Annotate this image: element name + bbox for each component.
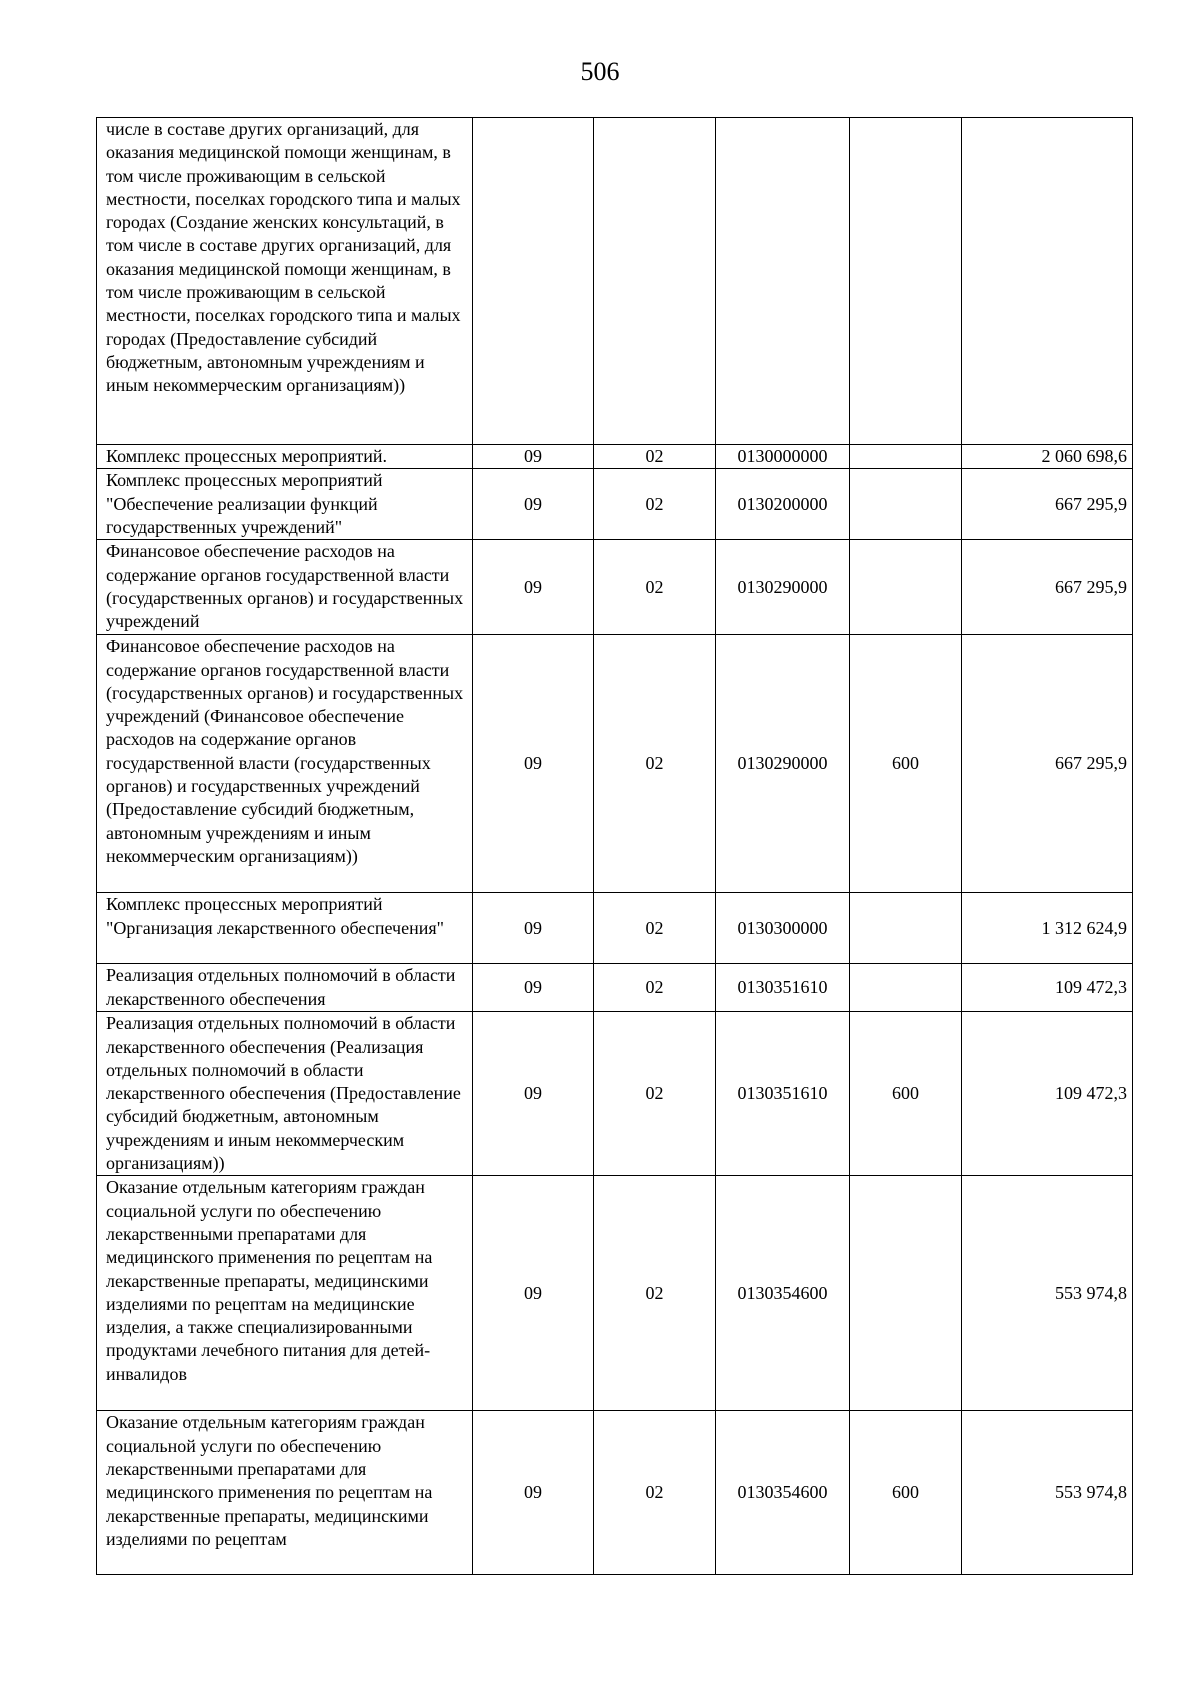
row-expense-type-code: [850, 964, 962, 1012]
row-amount: 667 295,9: [962, 469, 1133, 540]
row-description: Финансовое обеспечение расходов на содержание органов государственной власти (государственных органов) и государственных учреждений: [97, 540, 473, 635]
row-description: Комплекс процессных мероприятий.: [97, 445, 473, 469]
table-row: [97, 1411, 1133, 1575]
row-amount: 667 295,9: [962, 635, 1133, 893]
row-subsection-code: 02: [594, 1012, 716, 1176]
row-expense-type-code: [850, 540, 962, 635]
budget-table-body: [97, 118, 1133, 1575]
row-section-code: 09: [473, 445, 594, 469]
row-description: Комплекс процессных мероприятий "Организация лекарственного обеспечения": [97, 893, 473, 964]
row-subsection-code: 02: [594, 1411, 716, 1575]
row-expense-type-code: 600: [850, 1012, 962, 1176]
row-subsection-code: 02: [594, 635, 716, 893]
row-section-code: [473, 118, 594, 445]
row-expense-type-code: [850, 445, 962, 469]
row-target-article-code: 0130200000: [716, 469, 850, 540]
row-amount: 553 974,8: [962, 1411, 1133, 1575]
table-row: [97, 635, 1133, 893]
table-row: [97, 540, 1133, 635]
row-description: Реализация отдельных полномочий в области лекарственного обеспечения (Реализация отдельных полномочий в области лекарственного обеспечения (Предоставление субсидий бюджетным, автономным учреждениям и иным некоммерческим организациям)): [97, 1012, 473, 1176]
row-target-article-code: 0130000000: [716, 445, 850, 469]
row-subsection-code: [594, 118, 716, 445]
row-description: Оказание отдельным категориям граждан социальной услуги по обеспечению лекарственными препаратами для медицинского применения по рецептам на лекарственные препараты, медицинскими изделиями по рецептам на медицинские изделия, а также специализированными продуктами лечебного питания для детей-инвалидов: [97, 1176, 473, 1411]
row-section-code: 09: [473, 540, 594, 635]
row-subsection-code: 02: [594, 964, 716, 1012]
row-expense-type-code: 600: [850, 1411, 962, 1575]
row-expense-type-code: [850, 893, 962, 964]
row-description: числе в составе других организаций, для оказания медицинской помощи женщинам, в том числе проживающим в сельской местности, поселках городского типа и малых городах (Создание женских консультаций, в том числе в составе других организаций, для оказания медицинской помощи женщинам, в том числе проживающим в сельской местности, поселках городского типа и малых городах (Предоставление субсидий бюджетным, автономным учреждениям и иным некоммерческим организациям)): [97, 118, 473, 445]
table-row: [97, 1176, 1133, 1411]
row-section-code: 09: [473, 1411, 594, 1575]
row-target-article-code: 0130354600: [716, 1411, 850, 1575]
row-subsection-code: 02: [594, 540, 716, 635]
row-subsection-code: 02: [594, 893, 716, 964]
row-expense-type-code: [850, 1176, 962, 1411]
row-section-code: 09: [473, 469, 594, 540]
row-target-article-code: 0130351610: [716, 964, 850, 1012]
row-target-article-code: [716, 118, 850, 445]
row-target-article-code: 0130354600: [716, 1176, 850, 1411]
table-row: [97, 893, 1133, 964]
table-row: [97, 964, 1133, 1012]
row-amount: 553 974,8: [962, 1176, 1133, 1411]
row-description: Финансовое обеспечение расходов на содержание органов государственной власти (государственных органов) и государственных учреждений (Финансовое обеспечение расходов на содержание органов государственной власти (государственных органов) и государственных учреждений (Предоставление субсидий бюджетным, автономным учреждениям и иным некоммерческим организациям)): [97, 635, 473, 893]
row-amount: 1 312 624,9: [962, 893, 1133, 964]
budget-table: [96, 117, 1133, 1575]
row-section-code: 09: [473, 1176, 594, 1411]
table-row: [97, 1012, 1133, 1176]
row-section-code: 09: [473, 635, 594, 893]
row-amount: 667 295,9: [962, 540, 1133, 635]
row-description: Оказание отдельным категориям граждан социальной услуги по обеспечению лекарственными препаратами для медицинского применения по рецептам на лекарственные препараты, медицинскими изделиями по рецептам: [97, 1411, 473, 1575]
row-subsection-code: 02: [594, 1176, 716, 1411]
row-target-article-code: 0130300000: [716, 893, 850, 964]
row-section-code: 09: [473, 893, 594, 964]
row-expense-type-code: [850, 118, 962, 445]
row-target-article-code: 0130351610: [716, 1012, 850, 1176]
row-expense-type-code: [850, 469, 962, 540]
row-subsection-code: 02: [594, 469, 716, 540]
row-expense-type-code: 600: [850, 635, 962, 893]
table-row: [97, 469, 1133, 540]
row-description: Реализация отдельных полномочий в области лекарственного обеспечения: [97, 964, 473, 1012]
row-amount: 2 060 698,6: [962, 445, 1133, 469]
row-section-code: 09: [473, 1012, 594, 1176]
row-description: Комплекс процессных мероприятий "Обеспечение реализации функций государственных учреждений": [97, 469, 473, 540]
table-row: [97, 445, 1133, 469]
table-row: [97, 118, 1133, 445]
row-section-code: 09: [473, 964, 594, 1012]
row-amount: 109 472,3: [962, 964, 1133, 1012]
page-number: 506: [580, 57, 620, 86]
row-target-article-code: 0130290000: [716, 540, 850, 635]
row-target-article-code: 0130290000: [716, 635, 850, 893]
row-amount: [962, 118, 1133, 445]
row-subsection-code: 02: [594, 445, 716, 469]
row-amount: 109 472,3: [962, 1012, 1133, 1176]
